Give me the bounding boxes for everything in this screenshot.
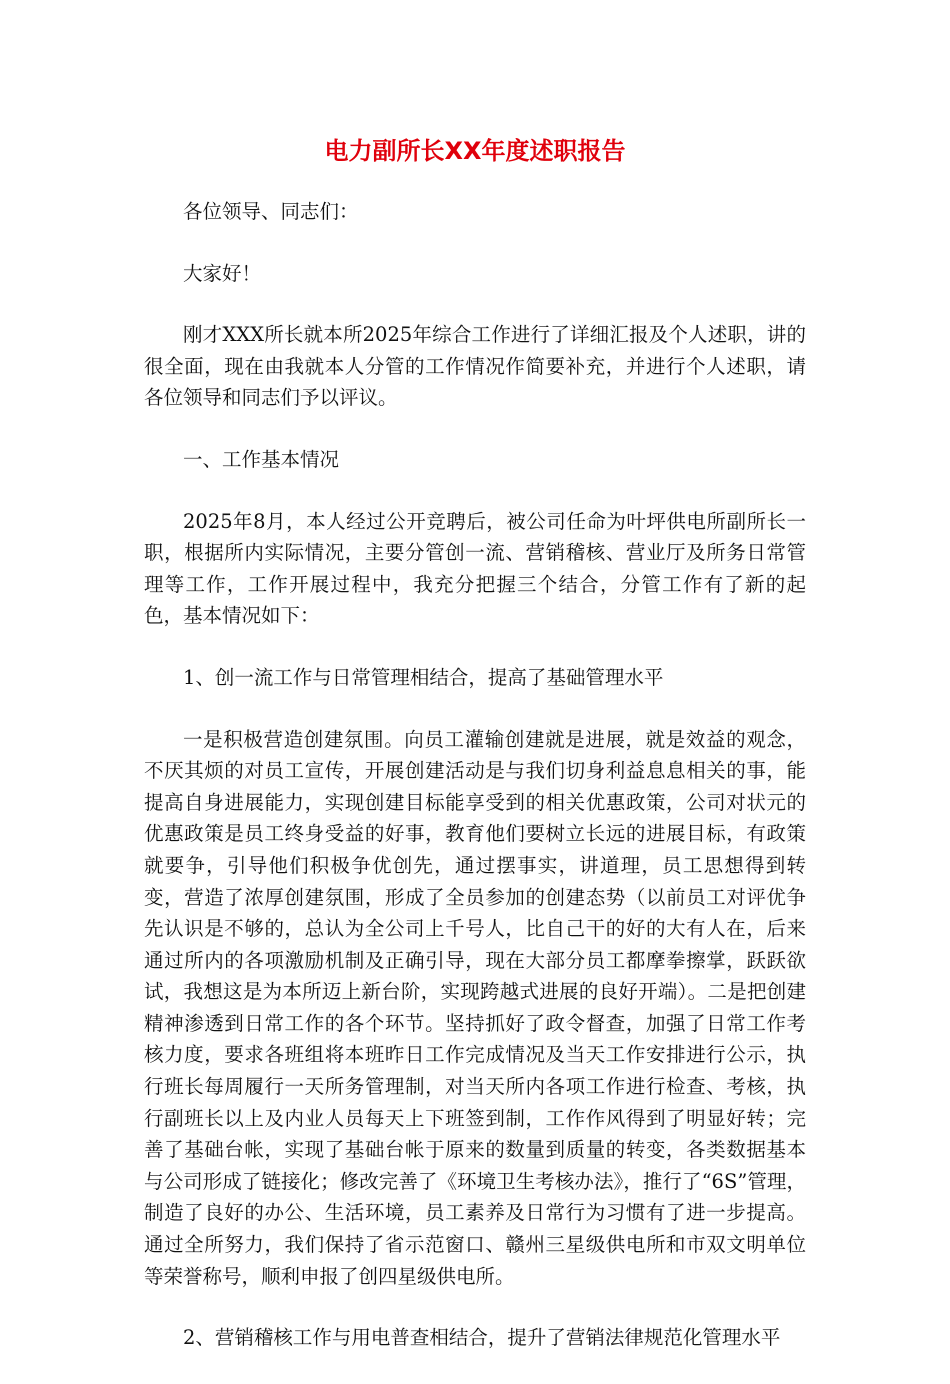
basic-situation-paragraph: 2025年8月，本人经过公开竞聘后，被公司任命为叶坪供电所副所长一职，根据所内实际情况，主要分管创一流、营销稽核、营业厅及所务日常管理等工作，工作开展过程中，我充分把握三个结合，分管工作有了新的起色，基本情况如下： — [144, 509, 806, 628]
greeting-paragraph: 大家好！ — [183, 261, 262, 285]
document-title: 电力副所长XX年度述职报告 — [324, 137, 626, 165]
salutation-paragraph: 各位领导、同志们： — [183, 200, 359, 223]
subsection-1-body-paragraph: 一是积极营造创建氛围。向员工灌输创建就是进展，就是效益的观念，不厌其烦的对员工宣传，开展创建活动是与我们切身利益息息相关的事，能提高自身进展能力，实现创建目标能享受到的相关优惠政策，公司对状元的优惠政策是员工终身受益的好事，教育他们要树立长远的进展目标，有政策就要争，引导他们积极争优创先，通过摆事实，讲道理，员工思想得到转变，营造了浓厚创建氛围，形成了全员参加的创建态势（以前员工对评优争先认识是不够的，总认为全公司上千号人，比自己干的好的大有人在，后来通过所内的各项激励机制及正确引导，现在大部分员工都摩拳擦掌，跃跃欲试，我想这是为本所迈上新台阶，实现跨越式进展的良好开端）。二是把创建精神渗透到日常工作的各个环节。坚持抓好了政令督查，加强了日常工作考核力度，要求各班组将本班昨日工作完成情况及当天工作安排进行公示，执行班长每周履行一天所务管理制，对当天所内各项工作进行检查、考核，执行副班长以上及内业人员每天上下班签到制，工作作风得到了明显好转；完善了基础台帐，实现了基础台帐于原来的数量到质量的转变，各类数据基本与公司形成了链接化；修改完善了《环境卫生考核办法》，推行了“6S”管理，制造了良好的办公、生活环境，员工素养及日常行为习惯有了进一步提高。通过全所努力，我们保持了省示范窗口、赣州三星级供电所和市双文明单位等荣誉称号，顺利申报了创四星级供电所。 — [144, 727, 806, 1288]
subsection-heading-1: 1、创一流工作与日常管理相结合，提高了基础管理水平 — [183, 665, 664, 689]
intro-paragraph: 刚才XXX所长就本所2025年综合工作进行了详细汇报及个人述职，讲的很全面，现在由我就本人分管的工作情况作简要补充，并进行个人述职，请各位领导和同志们予以评议。 — [144, 323, 806, 410]
subsection-heading-2: 2、营销稽核工作与用电普查相结合，提升了营销法律规范化管理水平 — [183, 1326, 781, 1350]
section-heading-1: 一、工作基本情况 — [183, 447, 340, 471]
document-body — [144, 196, 806, 1384]
